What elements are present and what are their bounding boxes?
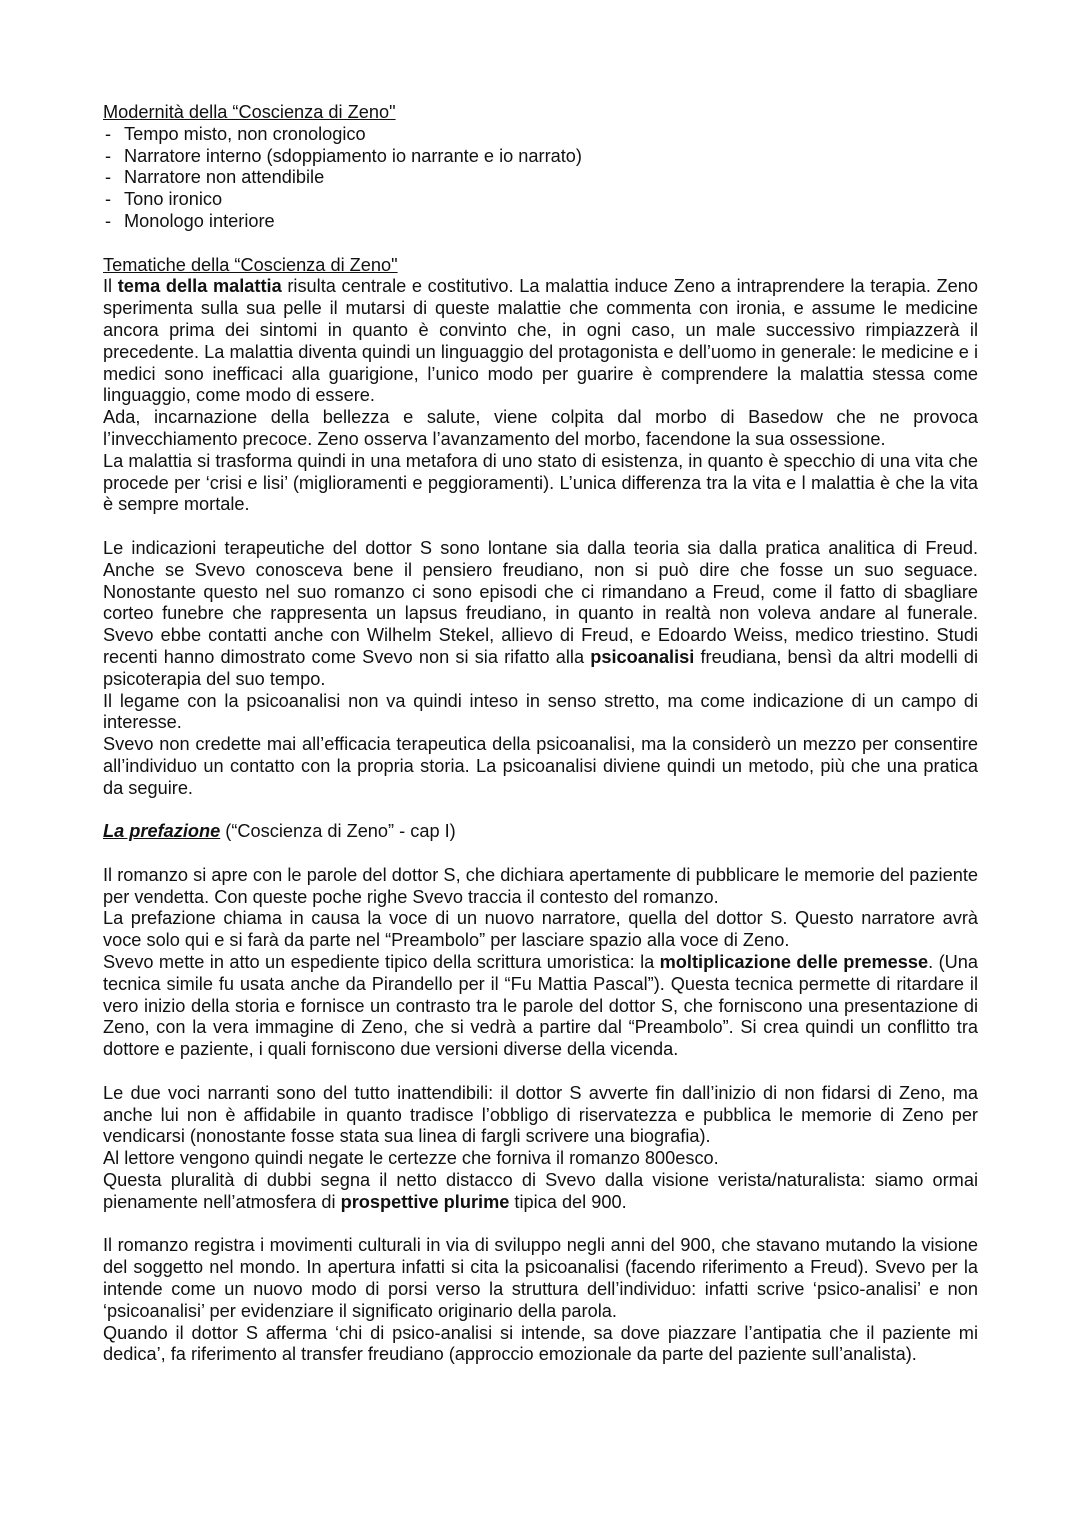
bold-term: moltiplicazione delle premesse: [659, 952, 929, 973]
paragraph-efficacia: Svevo non credette mai all’efficacia terapeutica della psicoanalisi, ma la considerò un mezzo per consentire all’individuo un contatto con la propria storia. La psicoanalisi diviene quindi un metodo, più che una pratica da seguire.: [103, 734, 978, 798]
list-item: - Monologo interiore: [103, 211, 978, 233]
list-item: - Narratore interno (sdoppiamento io narrante e io narrato): [103, 146, 978, 168]
section-heading-prefazione: La prefazione (“Coscienza di Zeno” - cap I): [103, 821, 456, 842]
paragraph-movimenti: Il romanzo registra i movimenti culturali in via di sviluppo negli anni del 900, che stavano mutando la visione del soggetto nel mondo. In apertura infatti si cita la psicoanalisi (facendo riferimento a Freud). Svevo per la intende come un nuovo modo di porsi verso la struttura dell’individuo: infatti scrive ‘psico-analisi’ e non ‘psicoanalisi’ per evidenziare il significato originario della parola.: [103, 1235, 978, 1321]
section-heading-modernita: Modernità della “Coscienza di Zeno": [103, 102, 396, 122]
paragraph-metafora: La malattia si trasforma quindi in una metafora di uno stato di esistenza, in quanto è specchio di una vita che procede per ‘crisi e lisi’ (miglioramenti e peggioramenti). L’unica differenza tra la vita e l malattia è che la vita è sempre mortale.: [103, 450, 978, 515]
list-item: - Tempo misto, non cronologico: [103, 124, 978, 146]
bullet-list-modernita: [103, 124, 978, 233]
paragraph-legame: Il legame con la psicoanalisi non va quindi inteso in senso stretto, ma come indicazione di un campo di interesse.: [103, 690, 978, 733]
paragraph-freud: Le indicazioni terapeutiche del dottor S sono lontane sia dalla teoria sia dalla pratica analitica di Freud. Anche se Svevo conosceva bene il pensiero freudiano, non si può dire che fosse un suo seguace. Nonostante questo nel suo romanzo ci sono episodi che ci rimandano a Freud, come il fatto di sbagliare corteo funebre che rappresenta un lapsus freudiano, in quanto in realtà non voleva andare al funerale. Svevo ebbe contatti anche con Wilhelm Stekel, allievo di Freud, e Edoardo Weiss, medico triestino. Studi recenti hanno dimostrato come Svevo non si sia rifatto alla psicoanalisi freudiana, bensì da altri modelli di psicoterapia del suo tempo.: [103, 537, 978, 689]
paragraph-prospettive: Questa pluralità di dubbi segna il netto distacco di Svevo dalla visione verista/naturalista: siamo ormai pienamente nell’atmosfera di prospettive plurime tipica del 900.: [103, 1170, 978, 1212]
paragraph-narratore: La prefazione chiama in causa la voce di un nuovo narratore, quella del dottor S. Questo narratore avrà voce solo qui e si farà da parte nel “Preambolo” per lasciare spazio alla voce di Zeno.: [103, 908, 978, 951]
paragraph-certezze: Al lettore vengono quindi negate le certezze che forniva il romanzo 800esco.: [103, 1148, 719, 1169]
list-item: - Tono ironico: [103, 189, 978, 211]
bold-term: psicoanalisi: [590, 646, 695, 667]
paragraph-malattia: Il tema della malattia risulta centrale e costitutivo. La malattia induce Zeno a intraprendere la terapia. Zeno sperimenta sulla sua pelle il mutarsi di queste malattie che commenta con ironia, e assume le medicine ancora prima dei sintomi in quanto è convinto che, in ogni caso, un male successivo rimpiazzerà il precedente. La malattia diventa quindi un linguaggio del protagonista e dell’uomo in generale: le medicine e i medici sono inefficaci alla guarigione, l’unico modo per guarire è comprendere la malattia stessa come linguaggio, come modo di essere.: [103, 276, 978, 406]
paragraph-voci-narranti: Le due voci narranti sono del tutto inattendibili: il dottor S avverte fin dall’inizio di non fidarsi di Zeno, ma anche lui non è affidabile in quanto tradisce l’obbligo di riservatezza e pubblica le memorie di Zeno per vendicarsi (nonostante fosse stata sua linea di fargli scrivere una biografia).: [103, 1082, 978, 1147]
paragraph-premesse: Svevo mette in atto un espediente tipico della scrittura umoristica: la moltiplicazione delle premesse. (Una tecnica simile fu usata anche da Pirandello per il “Fu Mattia Pascal”). Questa tecnica permette di ritardare il vero inizio della storia e fornisce un contrasto tra le parole del dottor S, che forniscono una presentazione di Zeno, con la vera immagine di Zeno, che si vedrà a partire dal “Preambolo”. Si crea quindi un conflitto tra dottore e paziente, i quali forniscono due versioni diverse della vicenda.: [103, 952, 979, 1060]
paragraph-apertura: Il romanzo si apre con le parole del dottor S, che dichiara apertamente di pubblicare le memorie del paziente per vendetta. Con queste poche righe Svevo traccia il contesto del romanzo.: [103, 864, 978, 907]
bold-term: tema della malattia: [117, 276, 282, 297]
paragraph-transfer: Quando il dottor S afferma ‘chi di psico-analisi si intende, sa dove piazzare l’antipatia che il paziente mi dedica’, fa riferimento al transfer freudiano (approccio emozionale da parte del paziente sull’analista).: [103, 1322, 978, 1365]
section-heading-tematiche: Tematiche della “Coscienza di Zeno": [103, 254, 398, 275]
paragraph-ada: Ada, incarnazione della bellezza e salute, viene colpita dal morbo di Basedow che ne provoca l’invecchiamento precoce. Zeno osserva l’avanzamento del morbo, facendone la sua ossessione.: [103, 407, 978, 449]
list-item: - Narratore non attendibile: [103, 167, 978, 189]
bold-term: prospettive plurime: [340, 1191, 510, 1212]
document-page: [103, 102, 978, 1366]
